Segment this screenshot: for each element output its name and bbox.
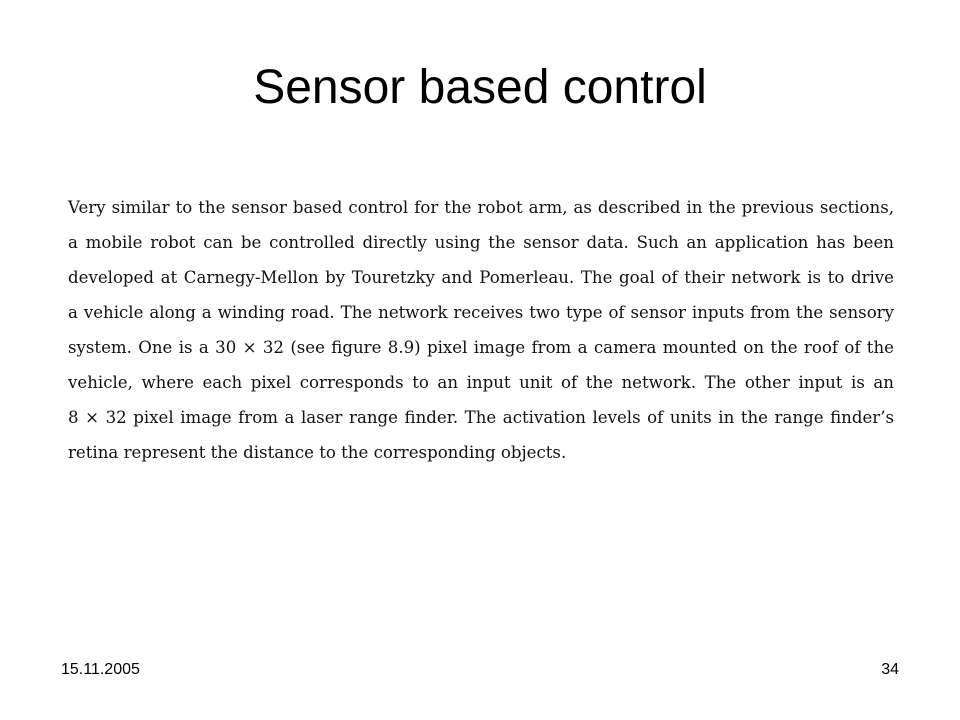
excerpt-line: developed at Carnegy-Mellon by Touretzky and Pomerleau. The goal of their network is to drive	[68, 268, 894, 287]
excerpt-line: vehicle, where each pixel corresponds to an input unit of the network. The other input is an	[68, 373, 894, 392]
scanned-text-excerpt	[68, 190, 894, 470]
excerpt-line: 8 × 32 pixel image from a laser range finder. The activation levels of units in the range finder’s	[68, 408, 894, 427]
footer-date: 15.11.2005	[61, 661, 140, 678]
slide-title: Sensor based control	[253, 61, 707, 114]
excerpt-line: a vehicle along a winding road. The network receives two type of sensor inputs from the sensory	[68, 303, 894, 322]
excerpt-line: system. One is a 30 × 32 (see figure 8.9) pixel image from a camera mounted on the roof of the	[68, 338, 894, 357]
footer-page-number: 34	[881, 661, 899, 678]
excerpt-line: retina represent the distance to the corresponding objects.	[68, 443, 567, 462]
excerpt-line: a mobile robot can be controlled directly using the sensor data. Such an application has been	[68, 233, 894, 252]
excerpt-line: Very similar to the sensor based control for the robot arm, as described in the previous sections,	[68, 198, 894, 217]
